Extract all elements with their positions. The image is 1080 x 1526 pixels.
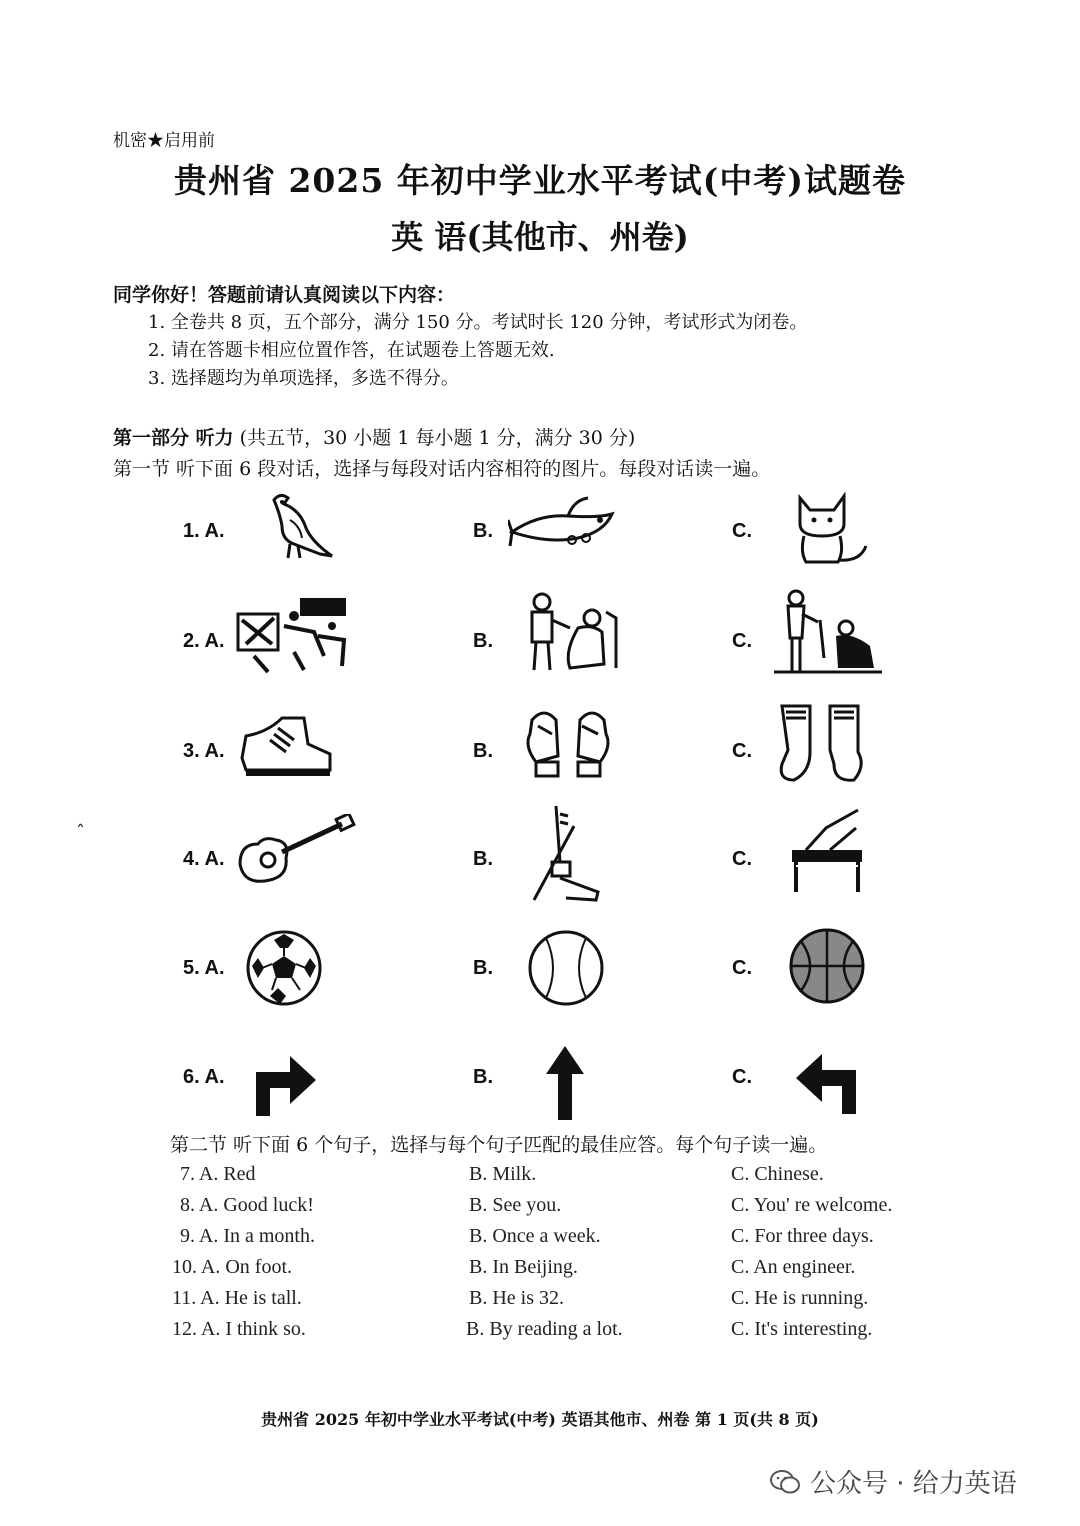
option-c: C. For three days. xyxy=(731,1225,874,1247)
option-b: B. In Beijing. xyxy=(469,1256,578,1278)
option-b: B. See you. xyxy=(469,1194,562,1216)
option-a: 12. A. I think so. xyxy=(172,1318,306,1340)
notice-item: 1. 全卷共 8 页，五个部分，满分 150 分。考试时长 120 分钟，考试形式为闭卷。 xyxy=(148,312,808,333)
wechat-icon xyxy=(770,1469,800,1495)
erhu-icon xyxy=(530,802,610,904)
option-a: 7. A. Red xyxy=(180,1163,256,1185)
option-c: C. He is running. xyxy=(731,1287,869,1309)
soccer-ball-icon xyxy=(244,928,324,1008)
turn-right-arrow-icon xyxy=(254,1044,318,1116)
section1-intro: 第一节 听下面 6 段对话，选择与每段对话内容相符的图片。每段对话读一遍。 xyxy=(113,458,771,480)
socks-icon xyxy=(774,700,876,786)
option-c-label: C. xyxy=(732,957,752,979)
stray-mark: ˆ xyxy=(76,822,85,843)
option-c-label: C. xyxy=(732,630,752,652)
guitar-icon xyxy=(234,814,356,888)
option-c-label: C. xyxy=(732,740,752,762)
option-c: C. You' re welcome. xyxy=(731,1194,893,1216)
option-c: C. It's interesting. xyxy=(731,1318,873,1340)
option-b-label: B. xyxy=(473,957,493,979)
option-b-label: B. xyxy=(473,520,493,542)
notice-item: 2. 请在答题卡相应位置作答，在试题卷上答题无效. xyxy=(148,340,555,361)
basketball-icon xyxy=(786,926,868,1006)
option-b: B. He is 32. xyxy=(469,1287,564,1309)
question-label: 1. A. xyxy=(183,520,225,542)
option-a: 8. A. Good luck! xyxy=(180,1194,314,1216)
option-c: C. Chinese. xyxy=(731,1163,824,1185)
question-label: 2. A. xyxy=(183,630,225,652)
question-label: 4. A. xyxy=(183,848,225,870)
option-b: B. Once a week. xyxy=(469,1225,601,1247)
question-label: 6. A. xyxy=(183,1066,225,1088)
option-a: 10. A. On foot. xyxy=(172,1256,292,1278)
question-label: 3. A. xyxy=(183,740,225,762)
option-a: 11. A. He is tall. xyxy=(172,1287,302,1309)
option-b-label: B. xyxy=(473,1066,493,1088)
watermark-text: 公众号 · 给力英语 xyxy=(810,1469,1017,1499)
cat-icon xyxy=(790,490,872,566)
notice-heading: 同学你好！答题前请认真阅读以下内容： xyxy=(113,284,456,306)
gardening-picture xyxy=(772,588,884,676)
question-label: 5. A. xyxy=(183,957,225,979)
option-b-label: B. xyxy=(473,740,493,762)
option-b-label: B. xyxy=(473,848,493,870)
option-c-label: C. xyxy=(732,1066,752,1088)
option-c-label: C. xyxy=(732,848,752,870)
baseball-icon xyxy=(524,928,608,1008)
page-footer: 贵州省 2025 年初中学业水平考试(中考) 英语其他市、州卷 第 1 页(共 8 页) xyxy=(261,1410,819,1429)
exam-title: 贵州省 2025 年初中学业水平考试(中考)试题卷 xyxy=(173,161,907,200)
fish-icon xyxy=(508,492,618,554)
option-b: B. By reading a lot. xyxy=(466,1318,623,1340)
turn-left-arrow-icon xyxy=(794,1040,858,1114)
part1-title: 第一部分 听力 xyxy=(113,427,234,449)
sneaker-icon xyxy=(238,714,334,780)
messy-room-picture xyxy=(234,596,350,676)
part1-heading xyxy=(113,423,635,450)
exam-subtitle: 英 语(其他市、州卷) xyxy=(391,218,689,256)
watermark xyxy=(770,1463,1017,1500)
option-a: 9. A. In a month. xyxy=(180,1225,315,1247)
option-c-label: C. xyxy=(732,520,752,542)
mittens-icon xyxy=(522,706,614,782)
option-b-label: B. xyxy=(473,630,493,652)
notice-item: 3. 选择题均为单项选择，多选不得分。 xyxy=(148,368,459,389)
bird-icon xyxy=(260,490,340,562)
section2-intro: 第二节 听下面 6 个句子，选择与每个句子匹配的最佳应答。每个句子读一遍。 xyxy=(170,1134,828,1156)
piano-icon xyxy=(786,806,868,896)
confidential-mark: 机密★启用前 xyxy=(113,131,215,151)
straight-arrow-icon xyxy=(544,1044,586,1120)
option-b: B. Milk. xyxy=(469,1163,537,1185)
part1-desc: (共五节，30 小题 1 每小题 1 分，满分 30 分) xyxy=(233,427,636,449)
option-c: C. An engineer. xyxy=(731,1256,856,1278)
caring-for-elderly-picture xyxy=(518,588,622,674)
